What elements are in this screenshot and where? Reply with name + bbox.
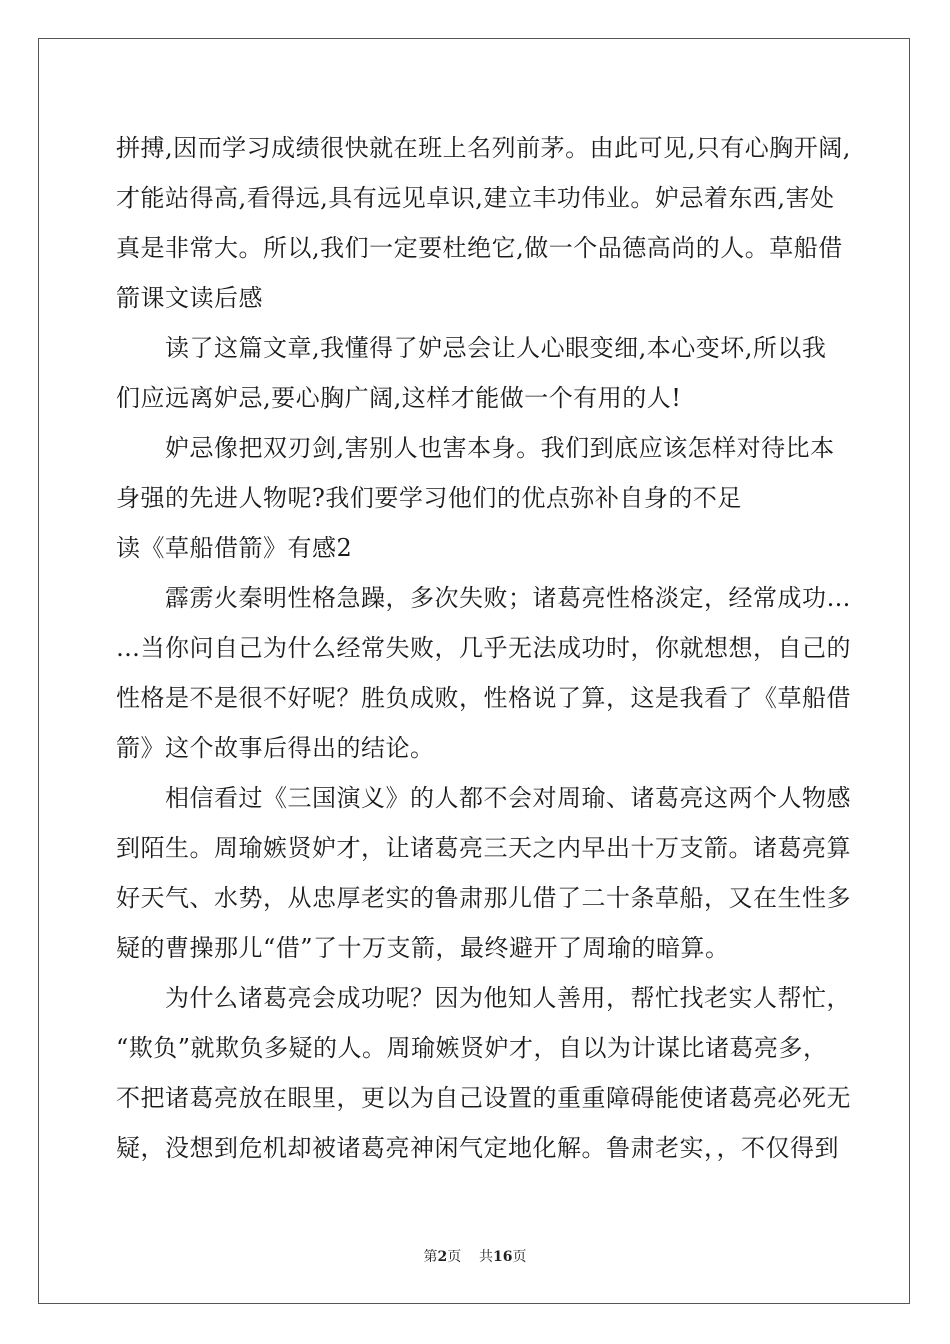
text-line: 为什么诸葛亮会成功呢？因为他知人善用，帮忙找老实人帮忙， (116, 984, 851, 1012)
text-line: …当你问自己为什么经常失败，几乎无法成功时，你就想想，自己的 (116, 634, 851, 662)
page-frame (38, 38, 910, 1304)
section-heading: 读《草船借箭》有感2 (116, 534, 353, 562)
footer-page-prefix: 第 (423, 1249, 438, 1265)
text-line: 真是非常大。所以,我们一定要杜绝它,做一个品德高尚的人。草船借 (116, 234, 843, 262)
text-line: 拼搏,因而学习成绩很快就在班上名列前茅。由此可见,只有心胸开阔, (116, 134, 851, 162)
text-line: 箭课文读后感 (116, 284, 263, 312)
text-line: 性格是不是很不好呢？胜负成败，性格说了算，这是我看了《草船借 (116, 684, 851, 712)
footer-page-suffix: 页 共 (447, 1249, 494, 1265)
current-page-number: 2 (437, 1249, 448, 1265)
text-line: 身强的先进人物呢?我们要学习他们的优点弥补自身的不足 (116, 484, 742, 512)
text-line: “欺负”就欺负多疑的人。周瑜嫉贤妒才，自以为计谋比诸葛亮多， (116, 1034, 828, 1062)
text-line: 好天气、水势，从忠厚老实的鲁肃那儿借了二十条草船，又在生性多 (116, 884, 851, 912)
text-line: 疑，没想到危机却被诸葛亮神闲气定地化解。鲁肃老实，，不仅得到 (116, 1134, 839, 1162)
text-line: 妒忌像把双刃剑,害别人也害本身。我们到底应该怎样对待比本 (116, 434, 835, 462)
text-line: 读了这篇文章,我懂得了妒忌会让人心眼变细,本心变坏,所以我 (116, 334, 827, 362)
footer-total-suffix: 页 (512, 1249, 527, 1265)
text-line: 到陌生。周瑜嫉贤妒才，让诸葛亮三天之内早出十万支箭。诸葛亮算 (116, 834, 851, 862)
page-footer (0, 1248, 950, 1266)
total-pages-number: 16 (493, 1249, 513, 1265)
text-line: 霹雳火秦明性格急躁，多次失败；诸葛亮性格淡定，经常成功… (116, 584, 851, 612)
text-line: 不把诸葛亮放在眼里，更以为自己设置的重重障碍能使诸葛亮必死无 (116, 1084, 851, 1112)
text-line: 箭》这个故事后得出的结论。 (116, 734, 435, 762)
text-line: 疑的曹操那儿“借”了十万支箭，最终避开了周瑜的暗算。 (116, 934, 730, 962)
text-line: 们应远离妒忌,要心胸广阔,这样才能做一个有用的人! (116, 384, 682, 412)
text-line: 相信看过《三国演义》的人都不会对周瑜、诸葛亮这两个人物感 (116, 784, 851, 812)
text-line: 才能站得高,看得远,具有远见卓识,建立丰功伟业。妒忌着东西,害处 (116, 184, 835, 212)
